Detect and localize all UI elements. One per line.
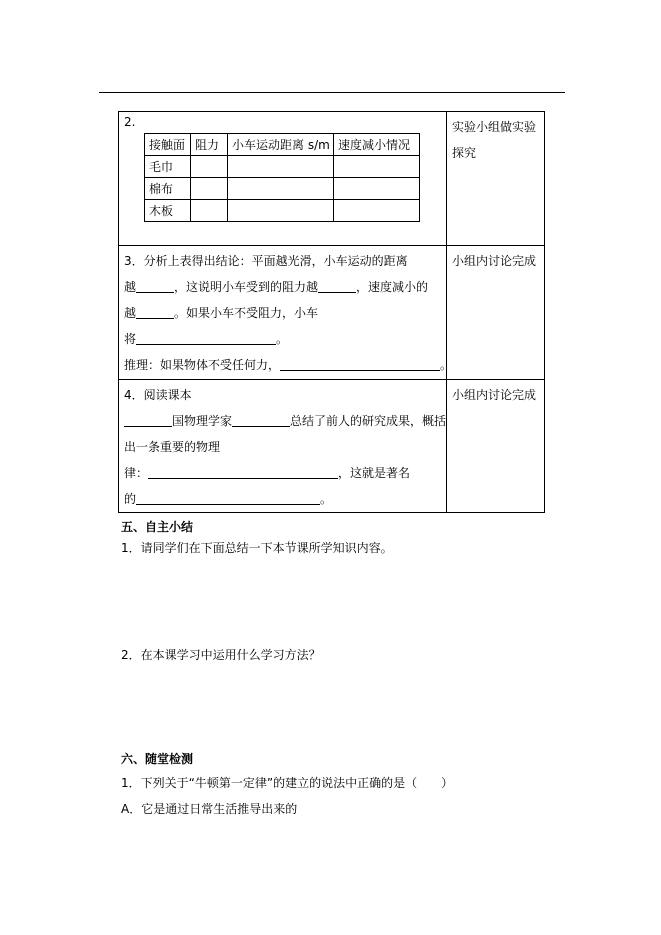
table-row [145,178,420,200]
conclusion-line1: 3．分析上表得出结论：平面越光滑，小车运动的距离 [124,254,408,268]
surface-cell: 毛巾 [145,156,191,178]
discussion-note: 小组内讨论完成 [452,254,537,268]
reading-cell [119,380,447,513]
method-note-line2: 探究 [452,146,477,160]
quiz-option-a[interactable]: A．它是通过日常生活推导出来的 [121,802,298,816]
table-row [145,200,420,222]
conclusion-cell [119,246,453,380]
blank-cell[interactable] [334,178,420,200]
quiz-question-1: 1．下列关于“牛顿第一定律”的建立的说法中正确的是（ ） [121,776,454,790]
table-header-row [145,134,420,156]
fill-blank[interactable] [124,412,172,427]
summary-question-2: 2．在本课学习中运用什么学习方法？ [121,648,321,662]
discussion-note-cell [447,246,545,380]
fill-blank[interactable] [232,412,290,427]
fill-blank[interactable] [280,356,440,371]
blank-cell[interactable] [228,178,334,200]
section-heading-quiz: 六、随堂检测 [121,752,194,766]
text-segment: 总结了前人的研究成果，概括 [290,414,447,428]
header-cell: 小车运动距离 s/m [228,134,334,156]
blank-cell[interactable] [228,156,334,178]
experiment-cell [119,112,447,246]
text-segment: 越 [124,280,137,294]
activity-table [118,111,545,513]
experiment-data-table [144,133,420,222]
text-segment: 国物理学家 [172,414,233,428]
text-segment: 律： [124,466,149,480]
conclusion-line5 [124,352,453,378]
surface-cell: 棉布 [145,178,191,200]
header-cell: 接触面 [145,134,191,156]
text-segment: 。如果小车不受阻力，小车 [174,306,319,320]
reading-line1: 4．阅读课本 [124,388,192,402]
fill-blank[interactable] [136,330,276,345]
reading-line2 [124,408,446,434]
method-note-line1: 实验小组做实验 [452,120,537,134]
conclusion-line3 [124,300,446,326]
text-segment: 将 [124,332,137,346]
text-segment: 。 [440,358,453,372]
section-heading-summary: 五、自主小结 [121,520,194,534]
conclusion-line4 [124,326,446,352]
fill-blank[interactable] [318,278,356,293]
summary-question-1: 1．请同学们在下面总结一下本节课所学知识内容。 [121,541,393,555]
fill-blank[interactable] [148,464,338,479]
text-segment: 的 [124,492,137,506]
header-cell: 阻力 [191,134,228,156]
reading-line3: 出一条重要的物理 [124,440,221,454]
table-row [119,380,545,513]
text-segment: ，速度减小的 [356,280,429,294]
blank-cell[interactable] [334,156,420,178]
reading-line5 [124,486,446,512]
blank-cell[interactable] [334,200,420,222]
header-cell: 速度减小情况 [334,134,420,156]
reading-note-cell [447,380,545,513]
reading-line4 [124,460,446,486]
text-segment: ，这说明小车受到的阻力越 [174,280,319,294]
text-segment: 。 [276,332,289,346]
text-segment: 推理：如果物体不受任何力， [124,358,281,372]
text-segment: ，这就是著名 [338,466,411,480]
table-row [119,112,545,246]
table-row [145,156,420,178]
item-number: 2. [124,115,136,129]
blank-cell[interactable] [191,200,228,222]
text-segment: 越 [124,306,137,320]
fill-blank[interactable] [136,278,174,293]
surface-cell: 木板 [145,200,191,222]
table-row [119,246,545,380]
blank-cell[interactable] [191,156,228,178]
reading-note: 小组内讨论完成 [452,388,537,402]
method-note-cell [447,112,545,246]
fill-blank[interactable] [136,490,320,505]
text-segment: 。 [320,492,333,506]
fill-blank[interactable] [136,304,174,319]
header-rule [99,92,565,93]
conclusion-line2 [124,274,446,300]
blank-cell[interactable] [191,178,228,200]
blank-cell[interactable] [228,200,334,222]
